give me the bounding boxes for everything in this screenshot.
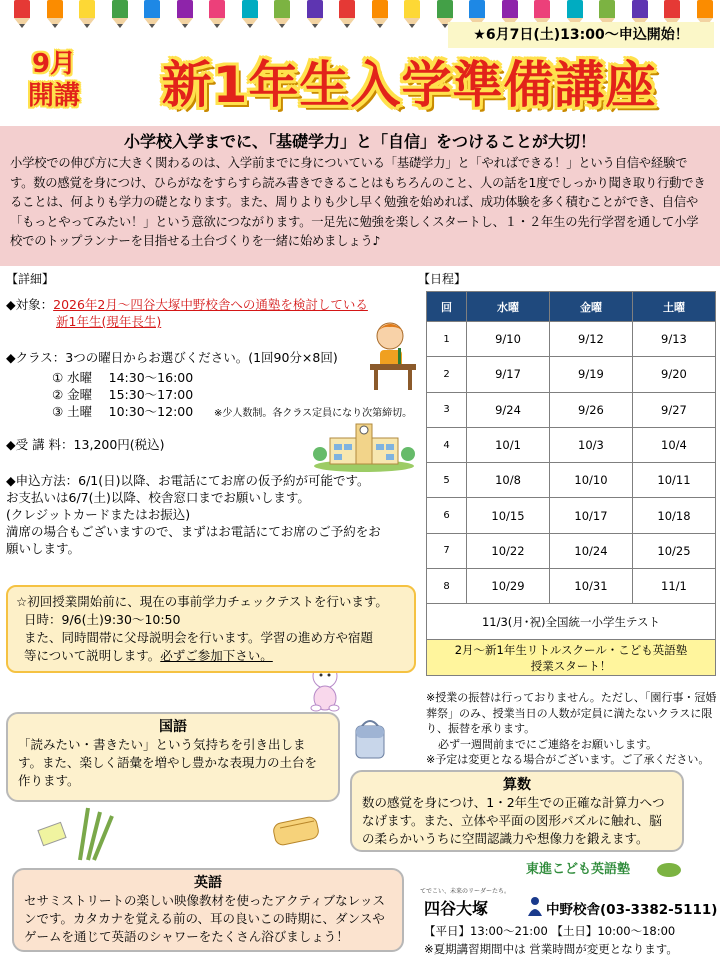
- apply-line-3: (クレジットカードまたはお振込): [6, 507, 191, 522]
- apply-line-2: お支払いは6/7(土)以降、校舎窓口までお願いします。: [6, 490, 310, 505]
- schedule-row: [427, 427, 716, 462]
- friday-date: 9/12: [549, 322, 632, 357]
- wednesday-date: 9/24: [467, 392, 550, 427]
- friday-date: 10/24: [549, 533, 632, 568]
- target-label: ◆対象：: [6, 297, 54, 312]
- pencil-icon: [177, 0, 193, 28]
- attendance-required: 必ずご参加下さい。: [160, 648, 273, 663]
- toshin-kids-english-badge: [526, 860, 684, 880]
- application-start-banner: ★6月7日(土)13:00〜申込開始！: [448, 22, 714, 48]
- pencil-icon: [209, 0, 225, 28]
- saturday-date: 9/13: [632, 322, 715, 357]
- wednesday-date: 10/15: [467, 498, 550, 533]
- friday-date: 10/3: [549, 427, 632, 462]
- note-3: ※予定は変更となる場合がございます。ご了承ください。: [426, 753, 710, 766]
- schedule-row: [427, 322, 716, 357]
- saturday-date: 10/25: [632, 533, 715, 568]
- yellow-row: [427, 640, 716, 676]
- parent-meeting-text: 等について説明します。: [24, 648, 161, 663]
- school-phone: 中野校舎(03-3382-5111): [546, 902, 718, 918]
- schedule-row: [427, 533, 716, 568]
- pencil-icon: [112, 0, 128, 28]
- japanese-title: 国語: [159, 719, 187, 735]
- schedule-body: [427, 322, 716, 604]
- brand-name: 四谷大塚: [424, 899, 489, 918]
- apply-line-1: ◆申込方法：6/1(日)以降、お電話にてお席の仮予約が可能です。: [6, 473, 370, 488]
- wednesday-date: 9/10: [467, 322, 550, 357]
- apply-line-5: 願いします。: [6, 541, 81, 556]
- target-line-1: 2026年2月〜四谷大塚中野校舎への通塾を検討している: [53, 297, 368, 312]
- english-title: 英語: [194, 875, 222, 891]
- session-number: 6: [427, 498, 467, 533]
- pencil-case-icon: [270, 808, 324, 848]
- class-note: ※少人数制。各クラス定員になり次第締切。: [214, 408, 413, 419]
- apply-line-4: 満席の場合もございますので、まずはお電話にてお席のご予約をお: [6, 524, 381, 539]
- japanese-box: [6, 712, 340, 802]
- pencil-icon: [404, 0, 420, 28]
- saturday-date: 11/1: [632, 569, 715, 604]
- intro-heading: 小学校入学までに、「基礎学力」と「自信」をつけることが大切！: [123, 132, 596, 151]
- september-start-label: [8, 48, 100, 116]
- saturday-date: 9/20: [632, 357, 715, 392]
- session-number: 7: [427, 533, 467, 568]
- pencil-icon: [372, 0, 388, 28]
- wednesday-date: 9/17: [467, 357, 550, 392]
- header-saturday: 土曜: [632, 292, 715, 322]
- class-saturday: ③ 土曜 10:30〜12:00: [52, 404, 194, 419]
- session-number: 3: [427, 392, 467, 427]
- pencil-icon: [307, 0, 323, 28]
- pre-test-notice: [6, 585, 416, 673]
- office-hours-line-2: ※夏期講習期間中は 営業時間が変更となります。: [424, 942, 678, 956]
- session-number: 5: [427, 463, 467, 498]
- schedule-table: [426, 291, 716, 676]
- brand-tagline: てでこい、未来のリーダーたち。: [420, 888, 511, 895]
- child-studying-icon: [368, 318, 418, 392]
- schedule-row: [427, 392, 716, 427]
- office-hours: [424, 922, 678, 958]
- pre-test-date: 日時：9/6(土)9:30〜10:50: [24, 612, 181, 627]
- saturday-date: 9/27: [632, 392, 715, 427]
- badge-text: 東進こども英語塾: [526, 862, 631, 877]
- details-label: 【詳細】: [6, 272, 55, 286]
- intro-body: 小学校での伸び方に大きく関わるのは、入学前までに身についている「基礎学力」と「やればできる！」という自信や経験です。数の感覚を身につけ、ひらがなをすらすら読み書きできることはもちろんのこと、人の話を1度でしっかり聞き取り行動できることは、何よりも学力の礎となります。また、周りよりも少し早く勉強を始めれば、成功体験を多く積むことができ、自信や「もっとやってみたい！」という意欲につながります。一足先に勉強を楽しくスタートし、１・２年生の先行学習を通して小学校でのトップランナーを目指せる土台づくりを一緒に始めましょう♪: [10, 156, 706, 249]
- header-wednesday: 水曜: [467, 292, 550, 322]
- wednesday-date: 10/8: [467, 463, 550, 498]
- math-body: 数の感覚を身につけ、1・2年生での正確な計算力へつなげます。また、立体や平面の図形パズルに触れ、脳の柔らかいうちに空間認識力や想像力を鍛えます。: [362, 795, 665, 846]
- schedule-label: 【日程】: [418, 272, 467, 286]
- schedule-row: [427, 569, 716, 604]
- note-2: 必ず一週間前までにご連絡をお願いします。: [438, 737, 658, 751]
- session-number: 8: [427, 569, 467, 604]
- school-building-icon: [312, 418, 416, 472]
- application-method: [6, 472, 422, 557]
- class-friday: ② 金曜 15:30〜17:00: [52, 387, 194, 402]
- pencils-eraser-icon: [36, 802, 116, 862]
- saturday-date: 10/11: [632, 463, 715, 498]
- fee-line: ◆受 講 料：13,200円(税込): [6, 437, 165, 452]
- wednesday-date: 10/22: [467, 533, 550, 568]
- friday-date: 10/31: [549, 569, 632, 604]
- intro-section: [0, 126, 720, 266]
- pencil-icon: [242, 0, 258, 28]
- header-friday: 金曜: [549, 292, 632, 322]
- class-line: ◆クラス：3つの曜日からお選びください。(1回90分×8回): [6, 350, 338, 365]
- little-school-line-2: 授業スタート！: [530, 658, 612, 673]
- schedule-notes: [426, 690, 718, 768]
- open-label: 開講: [27, 81, 80, 111]
- schedule-row: [427, 357, 716, 392]
- session-number: 1: [427, 322, 467, 357]
- month-label: 9月: [31, 49, 77, 79]
- office-hours-line-1: 【平日】13:00〜21:00 【土日】10:00〜18:00: [424, 924, 676, 938]
- test-row: [427, 604, 716, 640]
- little-school-start-cell: [427, 640, 716, 676]
- wednesday-date: 10/1: [467, 427, 550, 462]
- school-bag-icon: [352, 716, 388, 760]
- class-wednesday: ① 水曜 14:30〜16:00: [52, 370, 194, 385]
- pre-test-line-1: ☆初回授業開始前に、現在の事前学力チェックテストを行います。: [16, 594, 388, 609]
- little-school-line-1: 2月〜新1年生リトルスクール・こども英語塾: [454, 642, 688, 657]
- friday-date: 10/17: [549, 498, 632, 533]
- pencil-icon: [339, 0, 355, 28]
- wednesday-date: 10/29: [467, 569, 550, 604]
- national-test-cell: 11/3(月･祝)全国統一小学生テスト: [427, 604, 716, 640]
- badge-logo-icon: [656, 862, 682, 878]
- pencil-icon: [274, 0, 290, 28]
- english-body: セサミストリートの楽しい映像教材を使ったアクティブなレッスンです。カタカナを覚える前の、耳の良いこの時期に、ダンスやゲームを通じて英語のシャワーをたくさん浴びましょう！: [24, 893, 386, 944]
- parent-meeting-line-2: [16, 647, 406, 665]
- friday-date: 9/26: [549, 392, 632, 427]
- schedule-row: [427, 498, 716, 533]
- saturday-date: 10/4: [632, 427, 715, 462]
- person-logo-icon: [526, 896, 544, 916]
- math-title: 算数: [503, 777, 531, 793]
- pencil-icon: [47, 0, 63, 28]
- parent-meeting-line: また、同時間帯に父母説明会を行います。学習の進め方や宿題: [24, 630, 374, 645]
- pencil-icon: [14, 0, 30, 28]
- schedule-row: [427, 463, 716, 498]
- english-box: [12, 868, 404, 952]
- pencil-icon: [79, 0, 95, 28]
- pencil-icon: [144, 0, 160, 28]
- math-box: [350, 770, 684, 852]
- session-number: 2: [427, 357, 467, 392]
- friday-date: 10/10: [549, 463, 632, 498]
- saturday-date: 10/18: [632, 498, 715, 533]
- header-session: 回: [427, 292, 467, 322]
- friday-date: 9/19: [549, 357, 632, 392]
- target-line-2: 新1年生(現年長生): [56, 314, 162, 329]
- page-title: 新1年生入学準備講座: [161, 56, 657, 114]
- note-1: ※授業の振替は行っておりません。ただし、「園行事・冠婚葬祭」のみ、授業当日の人数が定員に満たないクラスに限り、振替を承ります。: [426, 691, 717, 735]
- japanese-body: 「読みたい・書きたい」という気持ちを引き出します。また、楽しく語彙を増やし豊かな表現力の土台を作ります。: [18, 737, 318, 788]
- session-number: 4: [427, 427, 467, 462]
- schedule-header-row: [427, 292, 716, 322]
- target-info: [6, 296, 416, 330]
